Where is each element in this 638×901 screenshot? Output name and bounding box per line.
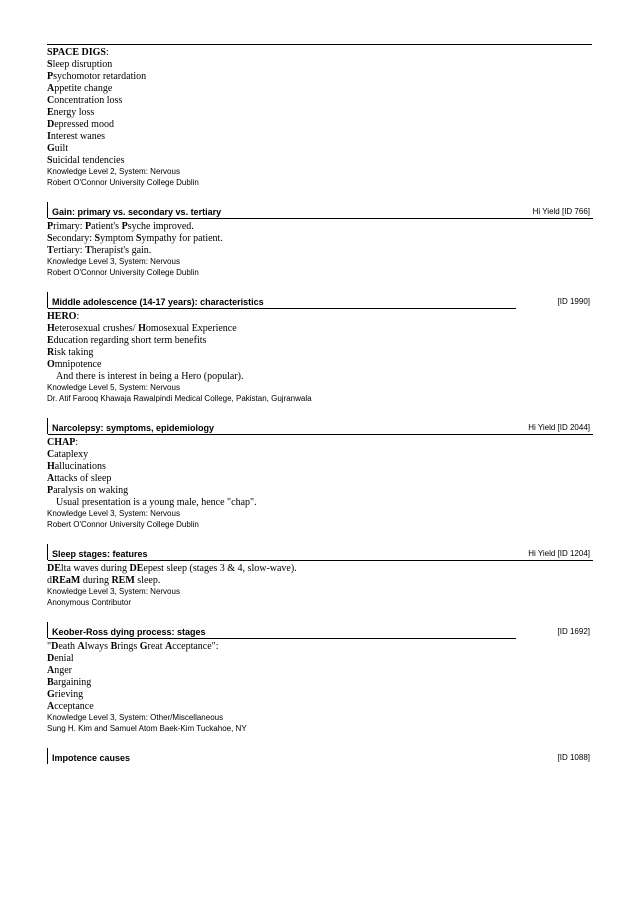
section-gain (47, 202, 592, 278)
mnemonic-line: Depressed mood (47, 119, 114, 130)
entry-meta (47, 587, 592, 608)
mnemonic-line: Guilt (47, 143, 69, 154)
mnemonic-line: HERO: (47, 311, 80, 322)
mnemonic-body (47, 45, 592, 167)
mnemonic-line: Sleep disruption (47, 59, 113, 70)
mnemonic-line: Hallucinations (47, 461, 106, 472)
entry-tags: Hi Yield [ID 766] (532, 207, 590, 216)
entry-title: Narcolepsy: symptoms, epidemiology (52, 423, 215, 433)
mnemonic-line: Grieving (47, 689, 84, 700)
mnemonic-note: And there is interest in being a Hero (popular). (56, 371, 244, 382)
mnemonic-body (47, 560, 592, 587)
header-underline (48, 308, 516, 309)
mnemonic-line: Omnipotence (47, 359, 102, 370)
mnemonic-line: Risk taking (47, 347, 94, 358)
entry-title: Keober-Ross dying process: stages (52, 627, 206, 637)
entry-tags: Hi Yield [ID 2044] (528, 423, 590, 432)
section-narcolepsy (47, 418, 592, 530)
mnemonic-line: dREaM during REM sleep. (47, 575, 161, 586)
header-underline (48, 434, 593, 435)
knowledge-level: Knowledge Level 3, System: Other/Miscellaneous (47, 713, 224, 722)
entry-meta (47, 257, 592, 278)
contributor: Sung H. Kim and Samuel Atom Baek-Kim Tuckahoe, NY (47, 723, 247, 733)
entry-header (47, 292, 592, 308)
mnemonic-line: Energy loss (47, 107, 95, 118)
entry-tags: [ID 1990] (557, 297, 590, 306)
mnemonic-line: Interest wanes (47, 131, 106, 142)
section-sleep-stages (47, 544, 592, 608)
entry-meta (47, 509, 592, 530)
entry-header (47, 202, 592, 218)
mnemonic-line: DElta waves during DEepest sleep (stages 3 & 4, slow-wave). (47, 563, 297, 574)
section-keober-ross (47, 622, 592, 734)
header-underline (48, 218, 593, 219)
mnemonic-line: CHAP: (47, 437, 79, 448)
knowledge-level: Knowledge Level 3, System: Nervous (47, 509, 180, 518)
mnemonic-line: "Death Always Brings Great Acceptance": (47, 641, 219, 652)
document-page (47, 44, 592, 764)
entry-header (47, 544, 592, 560)
mnemonic-line: Primary: Patient's Psyche improved. (47, 221, 194, 232)
entry-header (47, 418, 592, 434)
mnemonic-body (47, 434, 592, 509)
section-impotence (47, 748, 592, 764)
entry-title: Impotence causes (52, 753, 131, 763)
mnemonic-line: Tertiary: Therapist's gain. (47, 245, 152, 256)
knowledge-level: Knowledge Level 3, System: Nervous (47, 587, 180, 596)
mnemonic-line: Suicidal tendencies (47, 155, 125, 166)
mnemonic-line: Appetite change (47, 83, 113, 94)
entry-header (47, 748, 592, 764)
contributor: Robert O'Connor University College Dublin (47, 177, 199, 187)
mnemonic-line: Anger (47, 665, 73, 676)
contributor: Anonymous Contributor (47, 597, 132, 607)
knowledge-level: Knowledge Level 3, System: Nervous (47, 257, 180, 266)
contributor: Robert O'Connor University College Dublin (47, 267, 199, 277)
entry-title: Middle adolescence (14-17 years): characteristics (52, 297, 264, 307)
entry-tags: [ID 1088] (557, 753, 590, 762)
mnemonic-line: Acceptance (47, 701, 94, 712)
entry-title: Gain: primary vs. secondary vs. tertiary (52, 207, 222, 217)
mnemonic-body (47, 308, 592, 383)
mnemonic-line: Psychomotor retardation (47, 71, 147, 82)
mnemonic-line: Education regarding short term benefits (47, 335, 207, 346)
entry-meta (47, 167, 592, 188)
mnemonic-line: Concentration loss (47, 95, 123, 106)
mnemonic-line: Attacks of sleep (47, 473, 112, 484)
header-underline (48, 638, 516, 639)
mnemonic-line: Secondary: Symptom Sympathy for patient. (47, 233, 223, 244)
contributor: Dr. Atif Farooq Khawaja Rawalpindi Medical College, Pakistan, Gujranwala (47, 393, 312, 403)
knowledge-level: Knowledge Level 2, System: Nervous (47, 167, 180, 176)
mnemonic-line: Paralysis on waking (47, 485, 129, 496)
entry-meta (47, 713, 592, 734)
entry-tags: [ID 1692] (557, 627, 590, 636)
mnemonic-note: Usual presentation is a young male, hence "chap". (56, 497, 257, 508)
entry-title: Sleep stages: features (52, 549, 148, 559)
mnemonic-body (47, 638, 592, 713)
mnemonic-line: SPACE DIGS: (47, 47, 109, 58)
section-space-digs (47, 45, 592, 188)
entry-tags: Hi Yield [ID 1204] (528, 549, 590, 558)
entry-header (47, 622, 592, 638)
section-middle-adolescence (47, 292, 592, 404)
mnemonic-line: Cataplexy (47, 449, 89, 460)
contributor: Robert O'Connor University College Dublin (47, 519, 199, 529)
mnemonic-line: Heterosexual crushes/ Homosexual Experience (47, 323, 237, 334)
mnemonic-line: Bargaining (47, 677, 92, 688)
knowledge-level: Knowledge Level 5, System: Nervous (47, 383, 180, 392)
header-underline (48, 560, 593, 561)
mnemonic-body (47, 218, 592, 257)
mnemonic-line: Denial (47, 653, 74, 664)
entry-meta (47, 383, 592, 404)
